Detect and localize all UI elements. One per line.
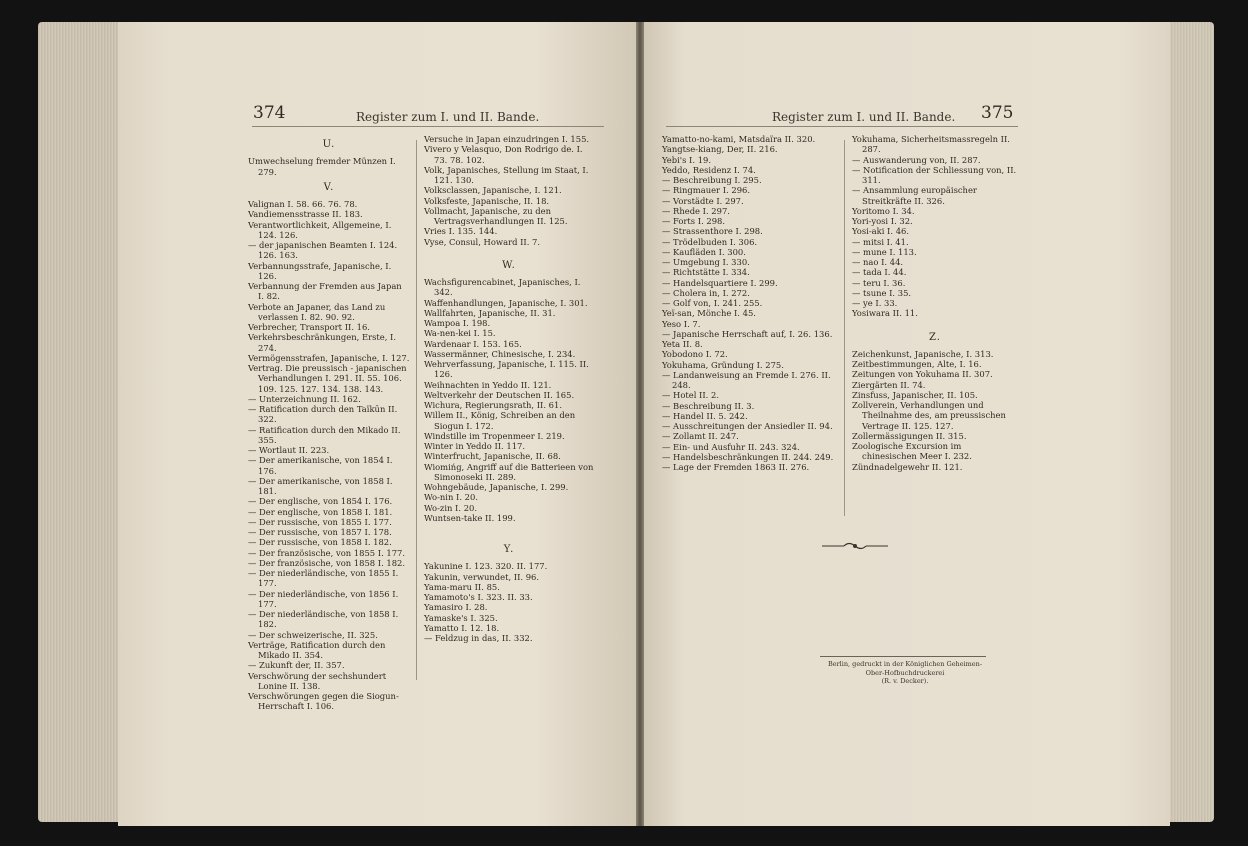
index-entry: Wiomińg, Angriff auf die Batterieen von Simonoseki II. 289.: [424, 461, 594, 482]
index-entry: — ye I. 33.: [852, 298, 898, 308]
index-entry: — Lage der Fremden 1863 II. 276.: [662, 462, 810, 472]
index-entry: Wallfahrten, Japanische, II. 31.: [424, 307, 556, 318]
index-entry: — Ratification durch den Mikado II. 355.: [248, 424, 401, 445]
printer-imprint: [820, 660, 990, 686]
index-entry: — Ausschreitungen der Ansiedler II. 94.: [662, 421, 833, 431]
index-entry: Volk, Japanisches, Stellung im Staat, I. 121. 130.: [424, 164, 589, 185]
index-entry: Wuntsen-take II. 199.: [424, 512, 516, 523]
index-entry: — Kaufläden I. 300.: [662, 246, 746, 257]
letter-heading: Y.: [503, 544, 515, 555]
index-entry: Yori-yosi I. 32.: [852, 216, 913, 226]
index-entry: Yosi-aki I. 46.: [852, 226, 910, 237]
index-entry: — Der niederländische, von 1856 I. 177.: [248, 588, 399, 609]
left-page-column-2: [424, 134, 594, 643]
index-entry: Vollmacht, Japanische, zu den Vertragsverhandlungen II. 125.: [424, 205, 568, 226]
index-entry: — Japanische Herrschaft auf, I. 26. 136.: [662, 328, 833, 339]
index-entry: Yobodono I. 72.: [662, 349, 728, 360]
right-page-column-2: [852, 134, 1018, 472]
index-entry: Wardenaar I. 153. 165.: [424, 338, 522, 349]
letter-heading: W.: [502, 259, 516, 271]
index-entry: Wohngebäude, Japanische, I. 299.: [424, 482, 569, 492]
index-entry: — Zukunft der, II. 357.: [248, 660, 345, 671]
index-entry: Wachsfigurencabinet, Japanisches, I. 342.: [424, 277, 581, 298]
index-entry: Umwechselung fremder Münzen I. 279.: [248, 156, 396, 177]
index-entry: Yamamoto's I. 323. II. 33.: [424, 592, 533, 602]
index-entry: — Notification der Schliessung von, II. 311.: [852, 164, 1017, 185]
index-entry: — Unterzeichnung II. 162.: [248, 393, 361, 404]
index-entry: — Feldzug in das, II. 332.: [424, 633, 533, 643]
index-entry: — mune I. 113.: [852, 246, 917, 257]
index-entry: Verschwörungen gegen die Siogun-Herrschaft I. 106.: [248, 691, 399, 712]
index-entry: Wassermänner, Chinesische, I. 234.: [424, 348, 576, 359]
index-entry: Wehrverfassung, Japanische, I. 115. II. 126.: [424, 359, 589, 380]
index-entry: — Beschreibung II. 3.: [662, 400, 755, 411]
index-entry: Wampoa I. 198.: [424, 318, 491, 328]
index-entry: — Der englische, von 1858 I. 181.: [248, 506, 393, 517]
index-entry: Zündnadelgewehr II. 121.: [852, 461, 963, 472]
index-entry: Verkehrsbeschränkungen, Erste, I. 274.: [248, 332, 396, 353]
index-entry: — Handelsquartiere I. 299.: [662, 277, 778, 288]
left-column-divider: [416, 140, 417, 680]
index-entry: Winter in Yeddo II. 117.: [424, 441, 526, 451]
page-edges-left: [38, 22, 124, 822]
index-entry: — Ringmauer I. 296.: [662, 185, 751, 196]
index-entry: — Handel II. 5. 242.: [662, 410, 748, 421]
index-entry: — Der amerikanische, von 1854 I. 176.: [248, 455, 393, 476]
index-entry: — Beschreibung I. 295.: [662, 175, 762, 185]
index-entry: Valignan I. 58. 66. 76. 78.: [248, 199, 358, 209]
imprint-line-1: Berlin, gedruckt in der Königlichen Geheimen-Ober-Hofbuchdruckerei: [827, 660, 983, 677]
end-ornament: [822, 540, 888, 552]
right-header-rule: [666, 126, 1018, 127]
index-entry: Verbannung der Fremden aus Japan I. 82.: [248, 281, 402, 302]
index-entry: Yosiwara II. 11.: [852, 308, 918, 319]
index-entry: — Zollamt II. 247.: [662, 431, 739, 442]
left-running-head: Register zum I. und II. Bande.: [356, 110, 540, 124]
letter-heading: U.: [322, 139, 336, 150]
index-entry: Vertrag. Die preussisch - japanischen Verhandlungen I. 291. II. 55. 106. 109. 125. 127. 134. 138. 143.: [248, 363, 407, 394]
index-entry: — Der russische, von 1855 I. 177.: [248, 516, 392, 527]
index-entry: Yeta II. 8.: [662, 339, 703, 349]
index-entry: Vandiemensstrasse II. 183.: [248, 209, 363, 220]
index-entry: Wo-nin I. 20.: [424, 492, 478, 503]
index-entry: — Trödelbuden I. 306.: [662, 236, 758, 247]
spacer: [424, 523, 594, 531]
spacer: [424, 531, 594, 539]
index-entry: Wo-zin I. 20.: [424, 502, 478, 513]
index-entry: Yamaske's I. 325.: [424, 612, 498, 623]
letter-heading: Z.: [929, 331, 941, 343]
index-entry: Yebi's I. 19.: [662, 154, 712, 165]
index-entry: — Richtstätte I. 334.: [662, 267, 750, 278]
index-entry: Willem II., König, Schreiben an den Siogun I. 172.: [424, 410, 576, 431]
index-entry: — Vorstädte I. 297.: [662, 195, 744, 206]
index-entry: — Cholera in, I. 272.: [662, 287, 750, 298]
index-entry: Yeï-san, Mönche I. 45.: [662, 308, 756, 319]
index-entry: — mitsi I. 41.: [852, 236, 909, 247]
index-entry: Zollermässigungen II. 315.: [852, 430, 967, 441]
letter-heading: V.: [323, 181, 335, 193]
index-entry: — Umgebung I. 330.: [662, 257, 750, 267]
index-entry: — Golf von, I. 241. 255.: [662, 298, 763, 308]
index-entry: Yoritomo I. 34.: [852, 205, 915, 216]
imprint-line-2: (R. v. Decker).: [881, 677, 929, 685]
index-entry: Volksfeste, Japanische, II. 18.: [424, 195, 550, 206]
index-entry: — Forts I. 298.: [662, 216, 726, 226]
index-entry: — Der französische, von 1855 I. 177.: [248, 547, 406, 558]
index-entry: Weltverkehr der Deutschen II. 165.: [424, 389, 575, 400]
index-entry: Verbannungsstrafe, Japanische, I. 126.: [248, 260, 392, 281]
index-entry: — Der niederländische, von 1858 I. 182.: [248, 609, 399, 630]
index-entry: — Der französische, von 1858 I. 182.: [248, 557, 406, 568]
left-header-rule: [252, 126, 604, 127]
index-entry: Winterfrucht, Japanische, II. 68.: [424, 451, 561, 462]
index-entry: Ziergärten II. 74.: [852, 379, 926, 390]
index-entry: Yakunine I. 123. 320. II. 177.: [424, 561, 548, 572]
index-entry: Volksclassen, Japanische, I. 121.: [424, 185, 562, 196]
right-page-column-1: [662, 134, 836, 472]
index-entry: Waffenhandlungen, Japanische, I. 301.: [424, 297, 588, 308]
index-entry: Zeichenkunst, Japanische, I. 313.: [852, 348, 994, 359]
index-entry: Zollverein, Verhandlungen und Theilnahme des, am preussischen Vertrage II. 125. 127.: [852, 400, 1006, 431]
index-entry: Yokuhama, Gründung I. 275.: [662, 359, 784, 370]
index-entry: — Der amerikanische, von 1858 I. 181.: [248, 475, 393, 496]
index-entry: — Ansammlung europäischer Streitkräfte II. 326.: [852, 185, 977, 206]
index-entry: Zeitungen von Yokuhama II. 307.: [852, 369, 993, 380]
index-entry: Verschwörung der sechshundert Lonine II. 138.: [248, 670, 387, 691]
right-page-number: 375: [981, 103, 1014, 123]
index-entry: — Strassenthore I. 298.: [662, 226, 763, 237]
index-entry: Yamatto-no-kami, Matsdaïra II. 320.: [662, 134, 816, 144]
page-edges-right: [1168, 22, 1214, 822]
index-entry: — Hotel II. 2.: [662, 390, 719, 401]
index-entry: — Der niederländische, von 1855 I. 177.: [248, 568, 399, 589]
index-entry: — Der russische, von 1857 I. 178.: [248, 527, 392, 537]
imprint-rule: [820, 656, 986, 657]
index-entry: — Ratification durch den Taïkūn II. 322.: [248, 404, 398, 425]
index-entry: — teru I. 36.: [852, 277, 906, 288]
index-entry: Vries I. 135. 144.: [424, 226, 498, 237]
index-entry: Vyse, Consul, Howard II. 7.: [424, 236, 541, 247]
index-entry: Vermögensstrafen, Japanische, I. 127.: [248, 352, 410, 363]
index-entry: — Der englische, von 1854 I. 176.: [248, 496, 393, 507]
index-entry: Zoologische Excursion im chinesischen Meer I. 232.: [852, 441, 972, 462]
index-entry: Windstille im Tropenmeer I. 219.: [424, 430, 565, 441]
spacer: [852, 319, 1018, 327]
left-page-number: 374: [253, 103, 286, 123]
index-entry: — Landanweisung an Fremde I. 276. II. 248.: [662, 369, 831, 390]
index-entry: Zinsfuss, Japanischer, II. 105.: [852, 389, 978, 400]
index-entry: Versuche in Japan einzudringen I. 155.: [424, 134, 590, 144]
index-entry: — Rhede I. 297.: [662, 205, 730, 216]
index-entry: — Handelsbeschränkungen II. 244. 249.: [662, 451, 834, 462]
index-entry: Verträge, Ratification durch den Mikado II. 354.: [248, 639, 386, 660]
index-entry: — der japanischen Beamten I. 124. 126. 163.: [248, 240, 398, 261]
index-entry: Yamatto I. 12. 18.: [424, 622, 500, 633]
index-entry: — nao I. 44.: [852, 257, 904, 267]
index-entry: Vivero y Velasquo, Don Rodrigo de. I. 73. 78. 102.: [424, 144, 583, 165]
index-entry: — Auswanderung von, II. 287.: [852, 154, 981, 165]
index-entry: Verbrecher, Transport II. 16.: [248, 322, 370, 332]
index-entry: — Wortlaut II. 223.: [248, 445, 330, 455]
spacer: [424, 247, 594, 255]
book-gutter: [636, 22, 644, 826]
index-entry: — Ein- und Ausfuhr II. 243. 324.: [662, 441, 800, 452]
index-entry: Wa-nen-kei I. 15.: [424, 328, 496, 339]
index-entry: Yangtse-kiang, Der, II. 216.: [662, 144, 778, 155]
left-page-column-1: [248, 134, 410, 712]
index-entry: Yokuhama, Sicherheitsmassregeln II. 287.: [852, 134, 1010, 155]
index-entry: — tsune I. 35.: [852, 287, 912, 298]
index-entry: Zeitbestimmungen, Alte, I. 16.: [852, 359, 982, 369]
right-running-head: Register zum I. und II. Bande.: [772, 110, 956, 124]
index-entry: Verantwortlichkeit, Allgemeine, I. 124. 126.: [248, 219, 392, 240]
right-column-divider: [844, 140, 845, 516]
index-entry: Yama-maru II. 85.: [424, 581, 500, 592]
index-entry: — Der russische, von 1858 I. 182.: [248, 537, 392, 548]
index-entry: Weihnachten in Yeddo II. 121.: [424, 379, 552, 390]
index-entry: Wichura, Regierungsrath, II. 61.: [424, 400, 562, 410]
index-entry: Yeddo, Residenz I. 74.: [662, 164, 756, 175]
index-entry: Yeso I. 7.: [662, 318, 701, 329]
index-entry: Yamasiro I. 28.: [424, 602, 488, 613]
index-entry: Yakunin, verwundet, II. 96.: [424, 571, 540, 582]
index-entry: Verbote an Japaner, das Land zu verlassen I. 82. 90. 92.: [248, 301, 386, 322]
index-entry: — Der schweizerische, II. 325.: [248, 629, 378, 640]
index-entry: — tada I. 44.: [852, 267, 907, 278]
